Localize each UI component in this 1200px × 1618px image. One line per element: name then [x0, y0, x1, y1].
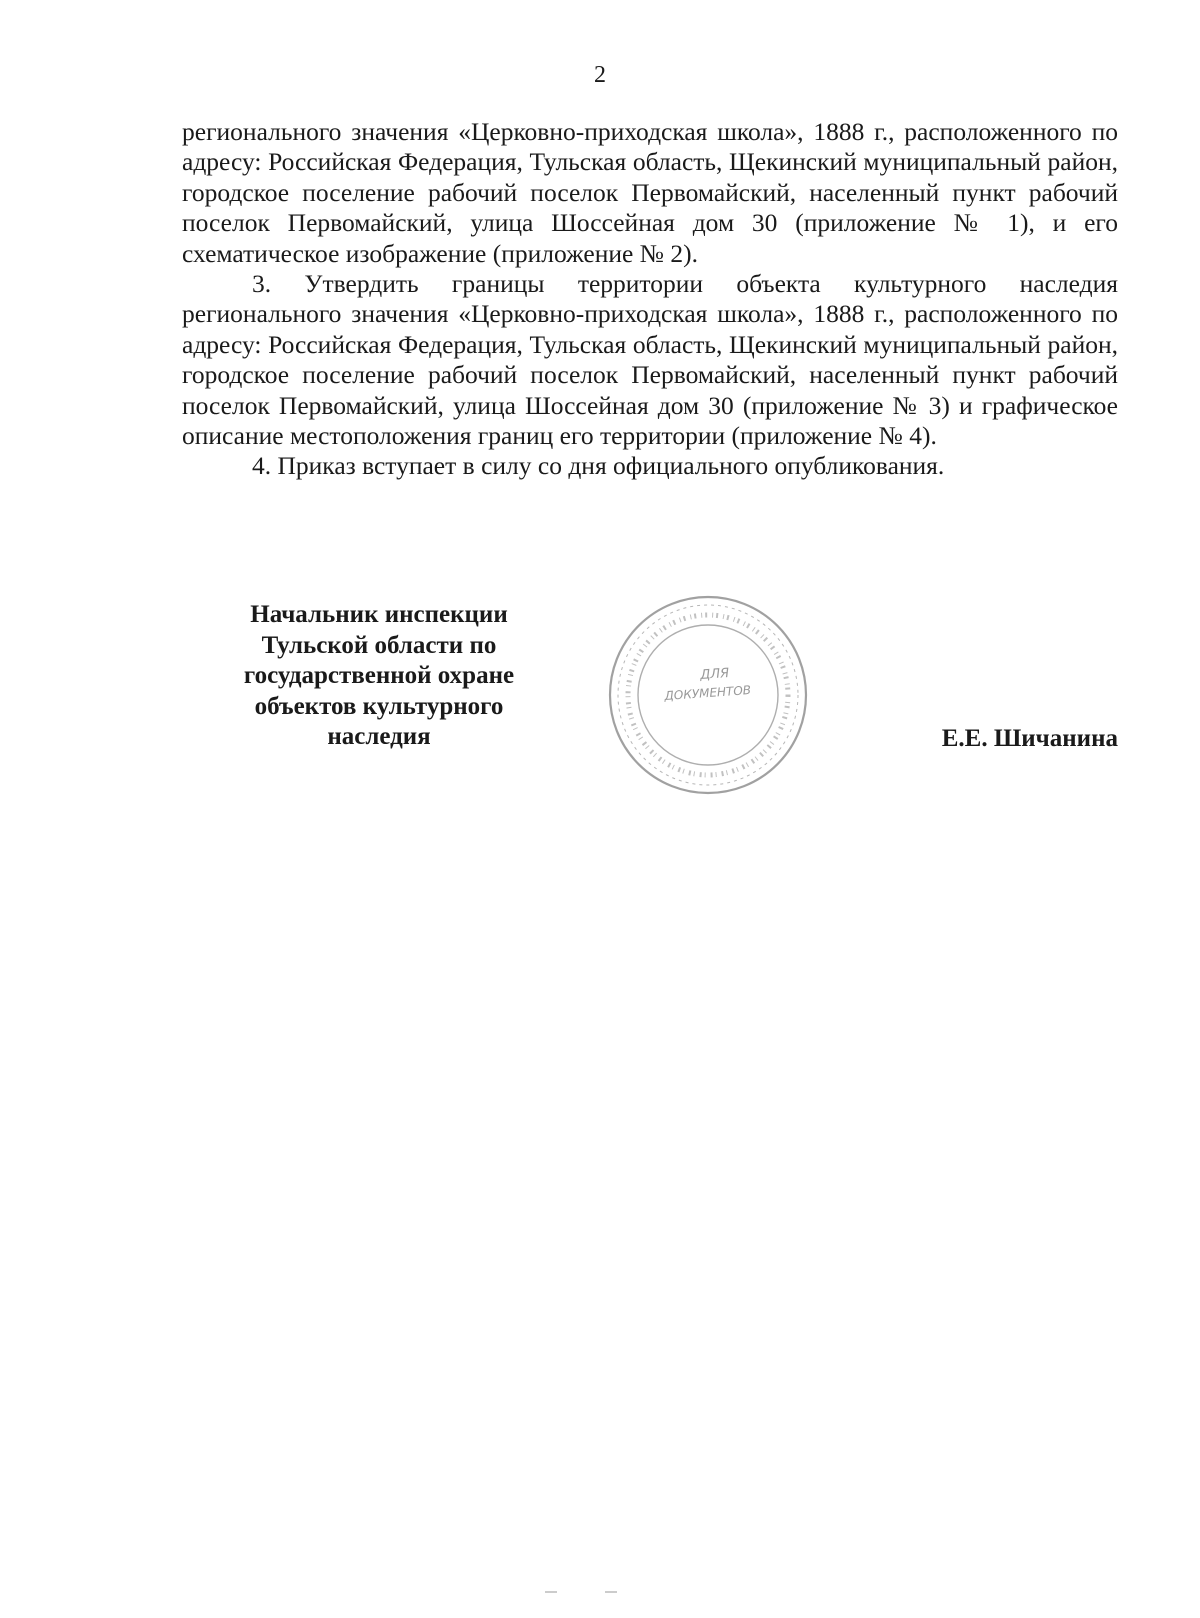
- signature-position-line: объектов культурного: [254, 692, 504, 720]
- stamp-center-text-2: ДОКУМЕНТОВ: [664, 683, 752, 704]
- page-number: 2: [594, 62, 606, 88]
- stamp-center-text-1: ДЛЯ: [699, 666, 730, 684]
- signer-name: Е.Е. Шичанина: [941, 725, 1118, 752]
- paragraph-continuation: регионального значения «Церковно-приходская школа», 1888 г., расположенного по адресу: Российская Федерация, Тульская область, Щекинский муниципальный район, городское поселение рабочий поселок Первомайский, населенный пункт рабочий поселок Первомайский, улица Шоссейная дом 30 (приложение № 1), и его схематическое изображение (приложение № 2).: [182, 117, 1118, 268]
- signature-position-line: Тульской области по: [261, 631, 497, 659]
- signature-position-line: государственной охране: [243, 662, 515, 689]
- paragraph-item-3: 3. Утвердить границы территории объекта культурного наследия регионального значения «Церковно-приходская школа», 1888 г., расположенного по адресу: Российская Федерация, Тульская область, Щекинский муниципальный район, городское поселение рабочий поселок Первомайский, населенный пункт рабочий поселок Первомайский, улица Шоссейная дом 30 (приложение № 3) и графическое описание местоположения границ его территории (приложение № 4).: [182, 269, 1118, 451]
- document-body: [182, 117, 1118, 482]
- signature-position-line: наследия: [327, 723, 431, 750]
- paragraph-item-4: 4. Приказ вступает в силу со дня официального опубликования.: [252, 451, 945, 481]
- scan-artifact: [545, 1590, 635, 1594]
- signature-position: [214, 600, 544, 753]
- official-stamp: [603, 590, 813, 800]
- signature-position-line: Начальник инспекции: [250, 601, 508, 628]
